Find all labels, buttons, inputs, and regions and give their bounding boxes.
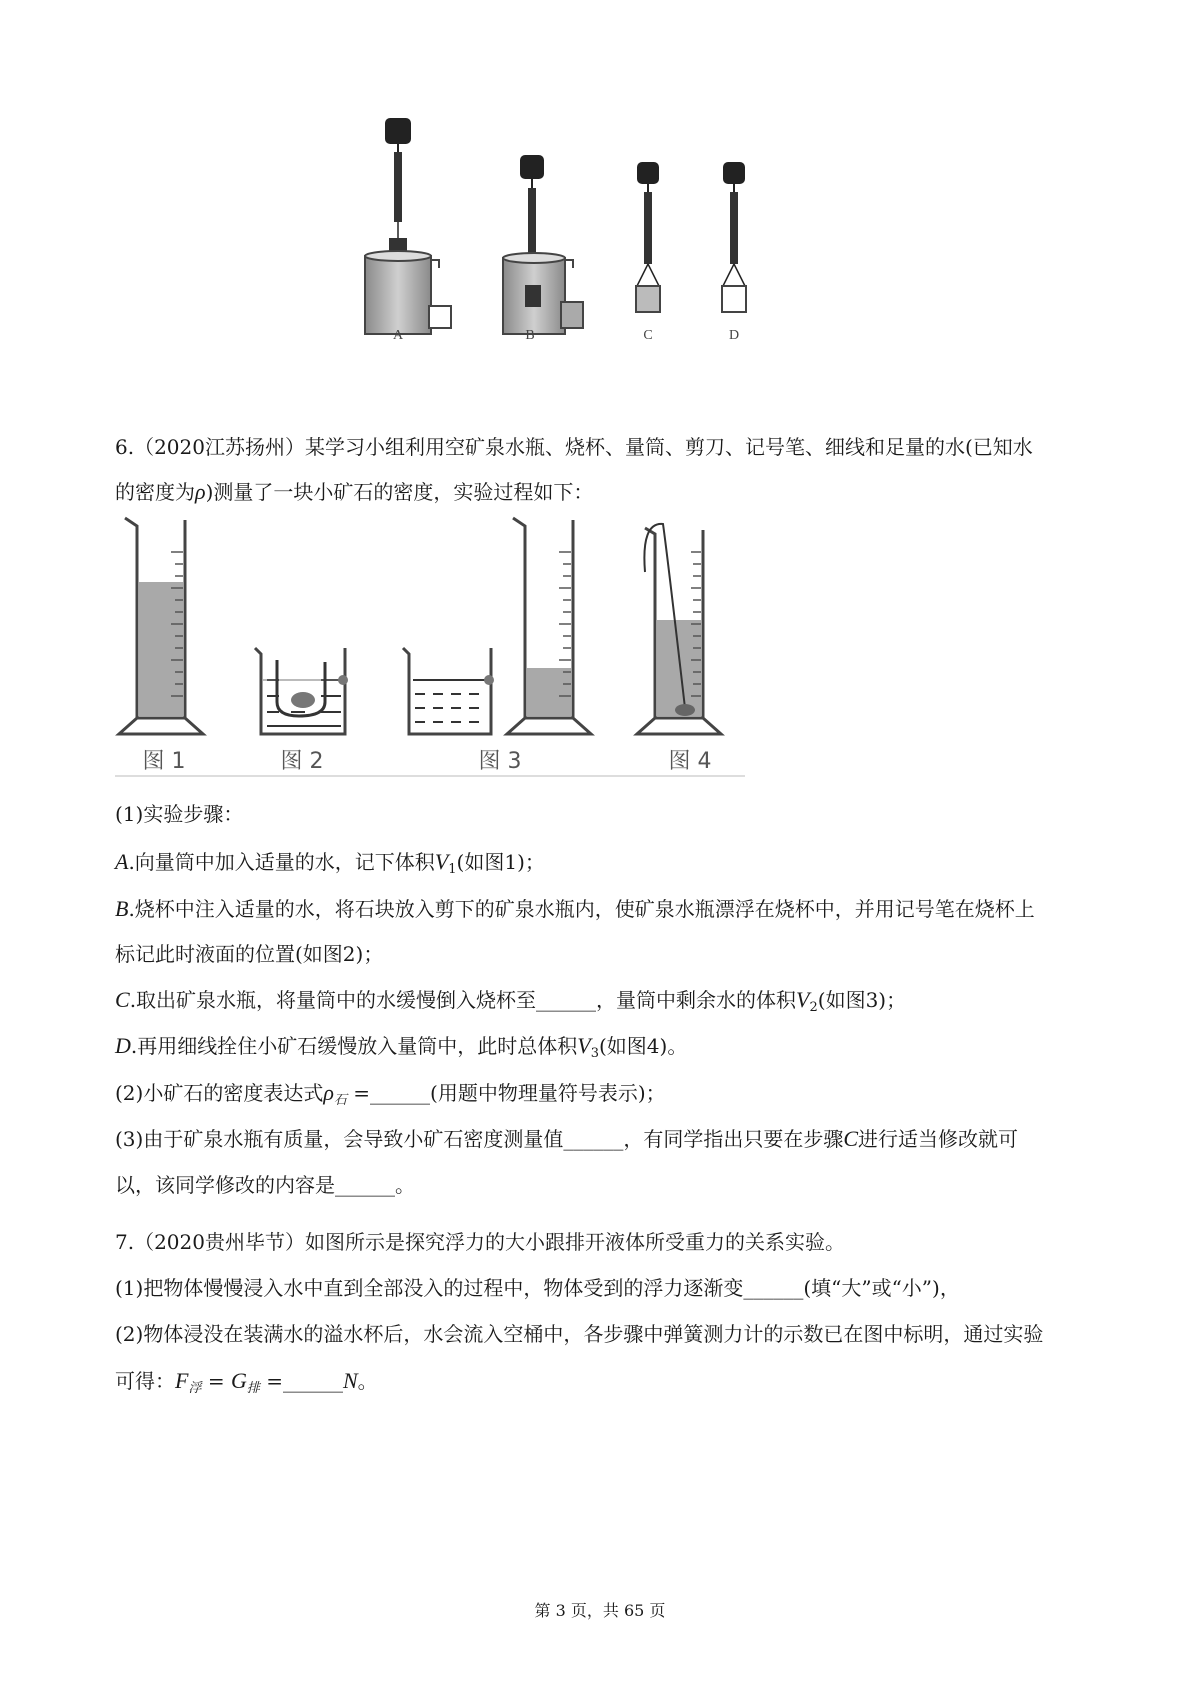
q6-step-d: D.再用细线拴住小矿石缓慢放入量筒中，此时总体积$V_3$(如图4)。	[115, 1033, 688, 1061]
q6-part3: (3)由于矿泉水瓶有质量，会导致小矿石密度测量值______，有同学指出只要在步骤C进行适当修改就可	[115, 1126, 1019, 1151]
q6-header: 6.（2020江苏扬州）某学习小组利用空矿泉水瓶、烧杯、量筒、剪刀、记号笔、细线和足量的水(已知水	[115, 435, 1033, 459]
q7-header: 7.（2020贵州毕节）如图所示是探究浮力的大小跟排开液体所受重力的关系实验。	[115, 1230, 845, 1254]
figure-spring-scales	[355, 110, 805, 380]
setup-c	[636, 162, 660, 312]
figure-label-b: B	[525, 328, 535, 343]
cylinder-diagram	[115, 512, 805, 782]
setup-a	[365, 118, 451, 334]
cylinder-fig1	[119, 518, 203, 734]
q6-part1-title: (1)实验步骤：	[115, 802, 244, 826]
q6-step-a: A.向量筒中加入适量的水，记下体积$V_1$(如图1)；	[115, 849, 545, 877]
figure-label-c: C	[643, 328, 653, 343]
setup-d	[722, 162, 746, 312]
figure-label-4: 图 4	[668, 749, 712, 774]
figure-label-d: D	[728, 328, 740, 343]
page-footer: 第 3 页，共 65 页	[534, 1601, 666, 1620]
q6-step-b: B.烧杯中注入适量的水，将石块放入剪下的矿泉水瓶内，使矿泉水瓶漂浮在烧杯中，并用记号笔在烧杯上	[115, 896, 1035, 921]
q7-part2-line2: 可得：$F_浮 = G_排$ =______N。	[115, 1368, 378, 1396]
q6-header-line2: 的密度为ρ)测量了一块小矿石的密度，实验过程如下：	[115, 479, 594, 504]
q6-part2: (2)小矿石的密度表达式$\rho_石$ =______(用题中物理量符号表示)；	[115, 1080, 666, 1108]
figure-label-2: 图 2	[280, 749, 324, 774]
figure-cylinders	[115, 512, 805, 782]
figure-label-a: A	[392, 328, 404, 343]
figure-label-1: 图 1	[142, 749, 186, 774]
q6-step-c: C.取出矿泉水瓶，将量筒中的水缓慢倒入烧杯至______，量筒中剩余水的体积$V_2$(如图3)；	[115, 987, 907, 1015]
figure-label-3: 图 3	[478, 749, 522, 774]
cylinder-fig3	[507, 518, 591, 734]
beaker-fig2	[255, 648, 348, 734]
setup-b	[503, 155, 583, 334]
q7-part1: (1)把物体慢慢浸入水中直到全部没入的过程中，物体受到的浮力逐渐变______(填“大”或“小”)，	[115, 1276, 960, 1300]
cylinder-fig4	[637, 524, 721, 734]
q6-step-b-line2: 标记此时液面的位置(如图2)；	[115, 942, 384, 966]
q7-part2: (2)物体浸没在装满水的溢水杯后，水会流入空桶中，各步骤中弹簧测力计的示数已在图中标明，通过实验	[115, 1322, 1044, 1346]
beaker-fig3	[403, 648, 494, 734]
q6-part3-line2: 以，该同学修改的内容是______。	[115, 1173, 415, 1197]
